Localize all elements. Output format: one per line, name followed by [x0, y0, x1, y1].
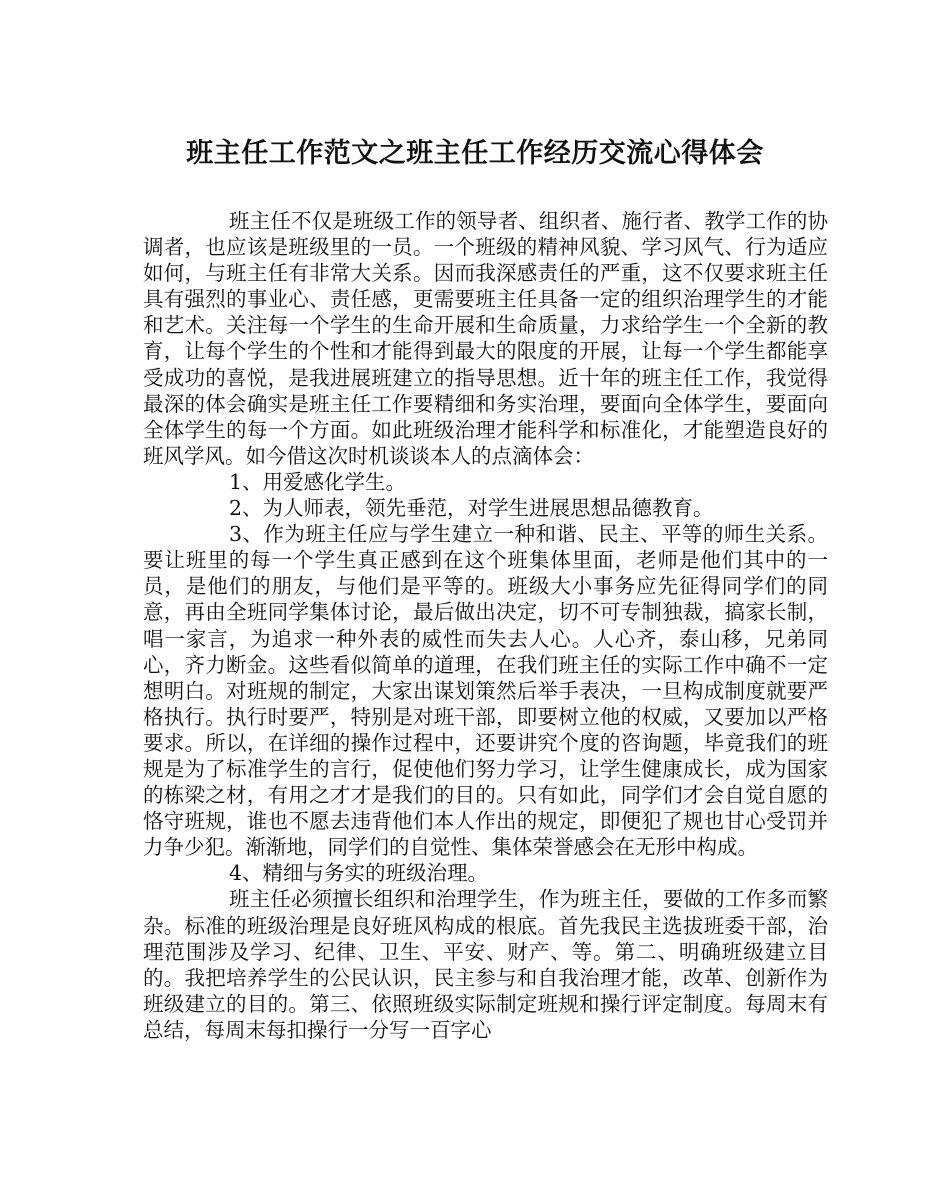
paragraph-intro: 班主任不仅是班级工作的领导者、组织者、施行者、教学工作的协调者，也应该是班级里的一员。一个班级的精神风貌、学习风气、行为适应如何，与班主任有非常大关系。因而我深感责任的严重，这不仅要求班主任具有强烈的事业心、责任感，更需要班主任具备一定的组织治理学生的才能和艺术。关注每一个学生的生命开展和生命质量，力求给学生一个全新的教育，让每个学生的个性和才能得到最大的限度的开展，让每一个学生都能享受成功的喜悦，是我进展班建立的指导思想。近十年的班主任工作，我觉得最深的体会确实是班主任工作要精细和务实治理，要面向全体学生，要面向全体学生的每一个方面。如此班级治理才能科学和标准化，才能塑造良好的班风学风。如今借这次时机谈谈本人的点滴体会：	[143, 209, 828, 468]
paragraph-item-2: 2、为人师表，领先垂范，对学生进展思想品德教育。	[229, 496, 714, 521]
paragraph-item-3: 3、作为班主任应与学生建立一种和谐、民主、平等的师生关系。要让班里的每一个学生真正感到在这个班集体里面，老师是他们其中的一员，是他们的朋友，与他们是平等的。班级大小事务应先征得同学们的同意，再由全班同学集体讨论，最后做出决定，切不可专制独裁，搞家长制，唱一家言，为追求一种外表的威性而失去人心。人心齐，泰山移，兄弟同心，齐力断金。这些看似简单的道理，在我们班主任的实际工作中确不一定想明白。对班规的制定，大家出谋划策然后举手表决，一旦构成制度就要严格执行。执行时要严，特别是对班干部，即要树立他的权威，又要加以严格要求。所以，在详细的操作过程中，还要讲究个度的咨询题，毕竟我们的班规是为了标准学生的言行，促使他们努力学习，让学生健康成长，成为国家的栋梁之材，有用之才才是我们的目的。只有如此，同学们才会自觉自愿的恪守班规，谁也不愿去违背他们本人作出的规定，即便犯了规也甘心受罚并力争少犯。渐渐地，同学们的自觉性、集体荣誉感会在无形中构成。	[143, 522, 828, 860]
paragraph-item-1: 1、用爱感化学生。	[229, 469, 407, 494]
paragraph-item-4: 4、精细与务实的班级治理。	[229, 861, 489, 886]
paragraph-management: 班主任必须擅长组织和治理学生，作为班主任，要做的工作多而繁杂。标准的班级治理是良好班风构成的根底。首先我民主选拔班委干部，治理范围涉及学习、纪律、卫生、平安、财产、等。第二、明确班级建立目的。我把培养学生的公民认识，民主参与和自我治理才能，改革、创新作为班级建立的目的。第三、依照班级实际制定班规和操行评定制度。每周末有总结，每周末每扣操行一分写一百字心	[143, 887, 828, 1042]
document-title: 班主任工作范文之班主任工作经历交流心得体会	[186, 138, 764, 169]
document-body	[143, 208, 828, 1043]
